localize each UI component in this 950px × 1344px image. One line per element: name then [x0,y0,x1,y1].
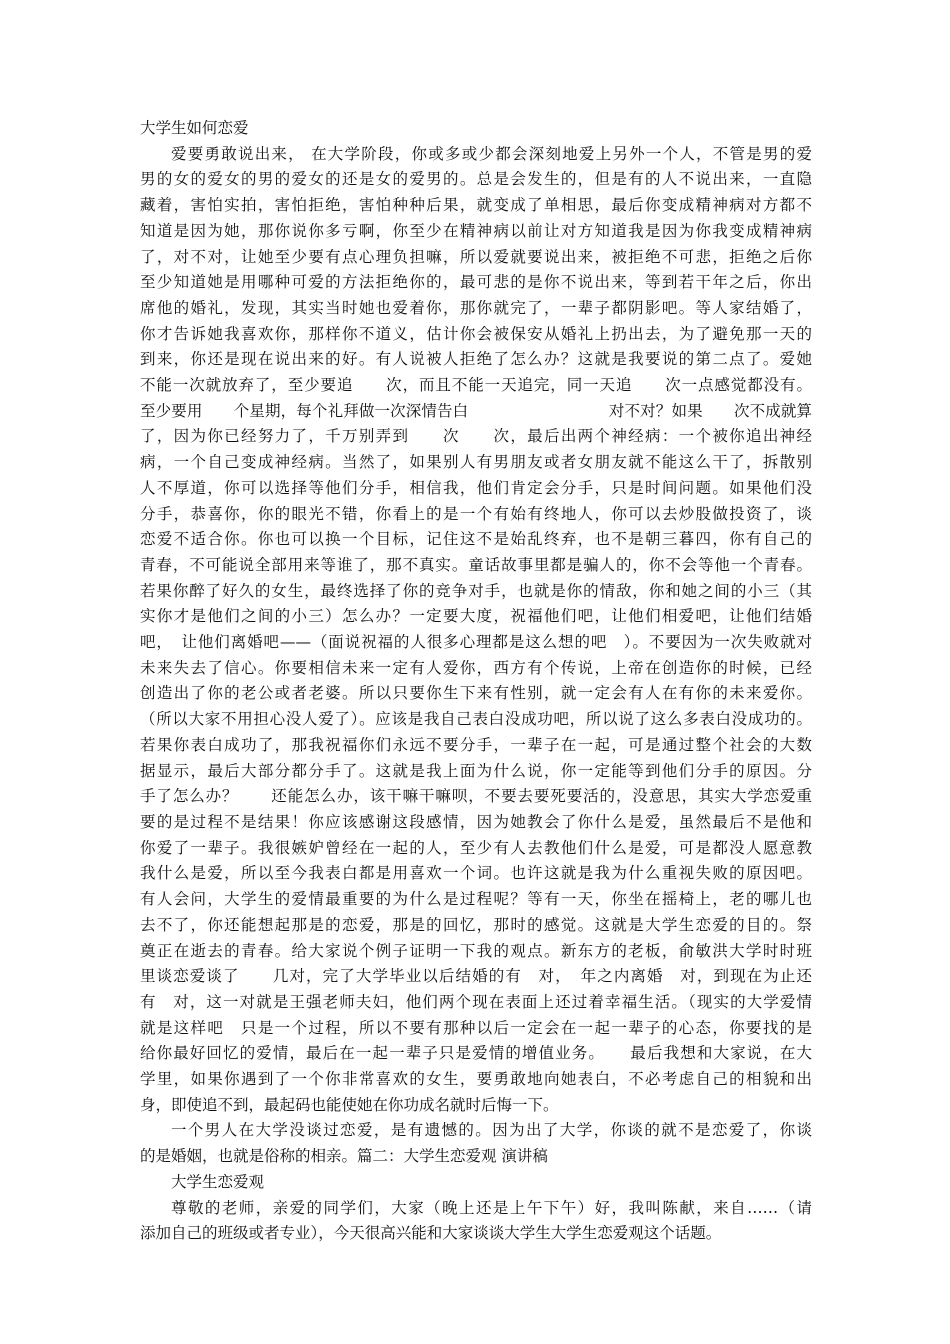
document-title: 大学生如何恋爱 [140,119,249,137]
text-line: 奠正在逝去的青春。给大家说个例子证明一下我的观点。新东方的老板，俞敏洪大学时时班 [140,941,812,960]
text-line: 爱要勇敢说出来， 在大学阶段，你或多或少都会深刻地爱上另外一个人，不管是男的爱 [171,144,812,163]
text-line: 席他的婚礼，发现，其实当时她也爱着你，那你就完了，一辈子都阴影吧。等人家结婚了， [140,298,812,317]
text-line: 男的女的爱女的男的爱女的还是女的爱男的。总是会发生的，但是有的人不说出来，一直隐 [140,170,812,189]
text-line: 一个男人在大学没谈过恋爱，是有遗憾的。因为出了大学，你谈的就不是恋爱了，你谈 [171,1121,812,1140]
text-line: 去不了，你还能想起那是的恋爱，那是的回忆，那时的感觉。这就是大学生恋爱的目的。祭 [140,915,812,934]
text-line: （所以大家不用担心没人爱了）。应该是我自己表白没成功吧，所以说了这么多表白没成功的。 [140,710,812,729]
text-line: 手了怎么办？ 还能怎么办，该干嘛干嘛呗，不要去要死要活的，没意思，其实大学恋爱重 [140,787,812,806]
text-line: 给你最好回忆的爱情，最后在一起一辈子只是爱情的增值业务。 最后我想和大家说，在大 [140,1044,812,1063]
text-line: 到来，你还是现在说出来的好。有人说被人拒绝了怎么办？这就是我要说的第二点了。爱她 [140,350,812,369]
text-line: 未来失去了信心。你要相信未来一定有人爱你，西方有个传说，上帝在创造你的时候，已经 [140,658,812,677]
text-line: 人不厚道，你可以选择等他们分手，相信我，他们肯定会分手，只是时间问题。如果他们没 [140,478,812,497]
text-line: 恋爱不适合你。你也可以换一个目标，记住这不是始乱终弃，也不是朝三暮四，你有自己的 [140,530,812,549]
text-line: 藏着，害怕实拍，害怕拒绝，害怕种种后果，就变成了单相思，最后你变成精神病对方都不 [140,196,812,215]
paragraph-speech-opening [140,1196,812,1247]
text-line: 要的是过程不是结果！你应该感谢这段感情，因为她教会了你什么是爱，虽然最后不是他和 [140,812,812,831]
text-line: 学里，如果你遇到了一个你非常喜欢的女生，要勇敢地向她表白，不必考虑自己的相貌和出 [140,1070,812,1089]
paragraph-regret [140,1118,812,1169]
text-line: 创造出了你的老公或者老婆。所以只要你生下来有性别，就一定会有人在有你的未来爱你。 [140,684,812,703]
text-line: 至少要用 个星期，每个礼拜做一次深情告白 对不对？如果 次不成就算 [140,401,812,420]
text-line: 若果你表白成功了，那我祝福你们永远不要分手，一辈子在一起，可是通过整个社会的大数 [140,735,812,754]
text-line: 的是婚姻，也就是俗称的相亲。篇二：大学生恋爱观 演讲稿 [140,1147,548,1166]
text-line: 实你才是他们之间的小三）怎么办？一定要大度，祝福他们吧，让他们相爱吧，让他们结婚 [140,607,812,626]
text-line: 我什么是爱，所以至今我表白都是用喜欢一个词。也许这就是我为什么重视失败的原因吧。 [140,864,812,883]
text-line: 分手，恭喜你，你的眼光不错，你看上的是一个有始有终地人，你可以去炒股做投资了，谈 [140,504,812,523]
text-line: 病，一个自己变成神经病。当然了，如果别人有男朋友或者女朋友就不能这么干了，拆散别 [140,453,812,472]
text-line: 就是这样吧 只是一个过程，所以不要有那种以后一定会在一起一辈子的心态，你要找的是 [140,1018,812,1037]
text-line: 若果你醉了好久的女生，最终选择了你的竞争对手，也就是你的情敌，你和她之间的小三（其 [140,581,812,600]
text-line: 有人会问，大学生的爱情最重要的为什么是过程呢？等有一天，你坐在摇椅上，老的哪儿也 [140,890,812,909]
text-line: 你才告诉她我喜欢你，那样你不道义，估计你会被保安从婚礼上扔出去，为了避免那一天的 [140,324,812,343]
text-line: 尊敬的老师，亲爱的同学们，大家（晚上还是上午下午）好，我叫陈献，来自……（请 [171,1198,812,1217]
text-line: 不能一次就放弃了，至少要追 次，而且不能一天追完，同一天追 次一点感觉都没有。 [140,376,812,395]
text-line: 身，即使追不到，最起码也能使她在你功成名就时后悔一下。 [140,1095,559,1114]
document-body [140,116,812,1247]
text-line: 了，对不对，让她至少要有点心理负担嘛，所以爱就要说出来，被拒绝不可悲，拒绝之后你 [140,247,812,266]
text-line: 有 对，这一对就是王强老师夫妇，他们两个现在表面上还过着幸福生活。（现实的大学爱情 [140,992,812,1011]
text-line: 至少知道她是用哪种可爱的方法拒绝你的，最可悲的是你不说出来，等到若干年之后，你出 [140,273,812,292]
text-line: 你爱了一辈子。我很嫉妒曾经在一起的人，至少有人去教他们什么是爱，可是都没人愿意教 [140,838,812,857]
text-line: 吧， 让他们离婚吧——（面说祝福的人很多心理都是这么想的吧 ）。不要因为一次失败就对 [140,633,812,652]
text-line: 知道是因为她，那你说你多亏啊，你至少在精神病以前让对方知道我是因为你我变成精神病 [140,221,812,240]
text-line: 据显示，最后大部分都分手了。这就是我上面为什么说，你一定能等到他们分手的原因。分 [140,761,812,780]
paragraph-love-courage [140,142,812,1119]
text-line: 青春，不可能说全部用来等谁了，那不真实。童话故事里都是骗人的，你不会等他一个青春。 [140,555,812,574]
text-line: 添加自己的班级或者专业），今天很高兴能和大家谈谈大学生大学生恋爱观这个话题。 [140,1224,722,1243]
section-subtitle: 大学生恋爱观 [171,1172,265,1191]
text-line: 里谈恋爱谈了 几对，完了大学毕业以后结婚的有 对， 年之内离婚 对，到现在为止还 [140,967,812,986]
text-line: 了，因为你已经努力了，千万别弄到 次 次，最后出两个神经病：一个被你追出神经 [140,427,812,446]
